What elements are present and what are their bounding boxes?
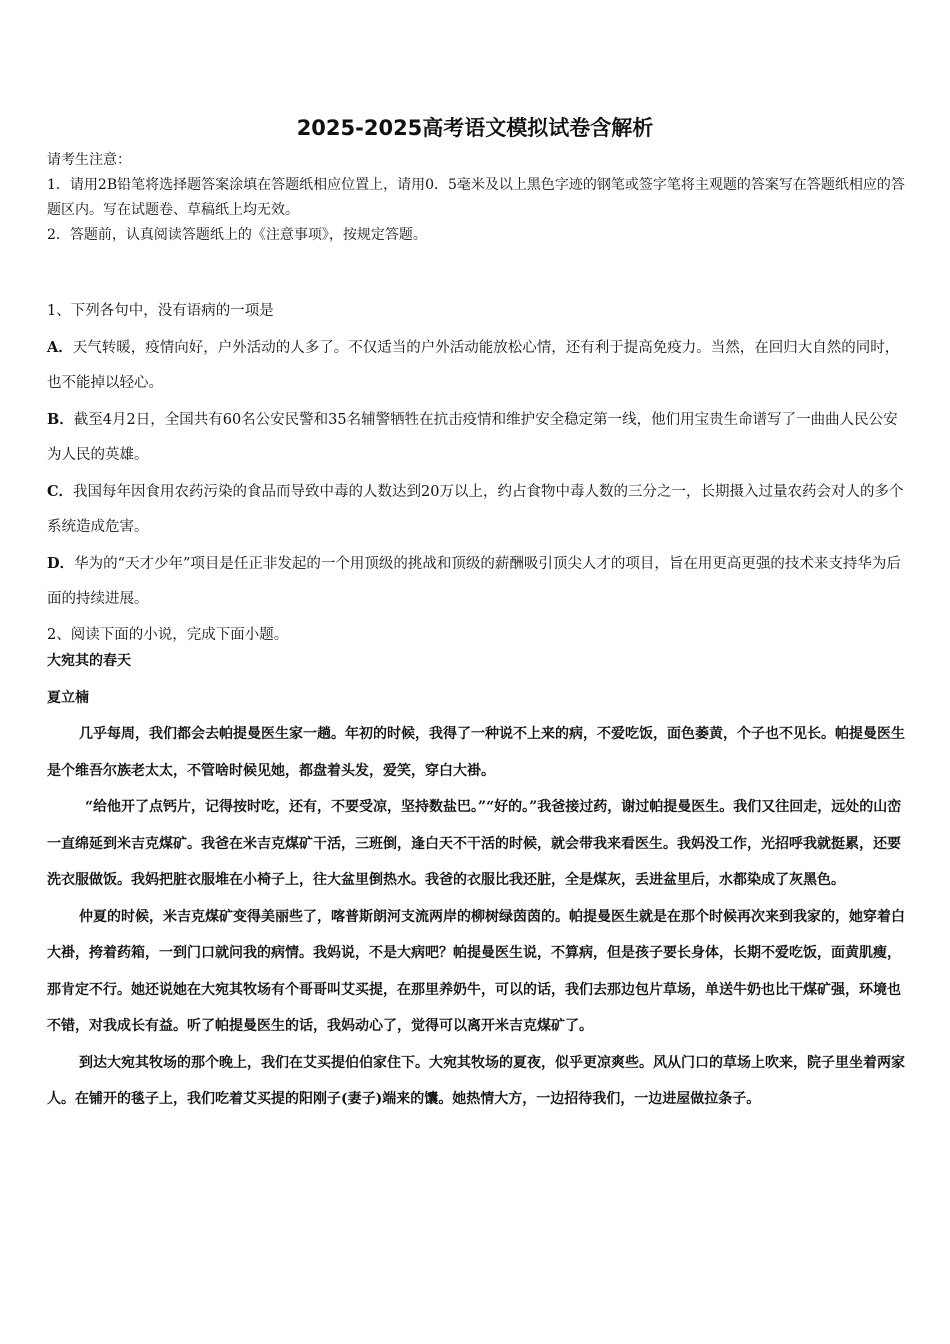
exam-notice <box>47 148 909 248</box>
story-paragraph-1: 几乎每周，我们都会去帕提曼医生家一趟。年初的时候，我得了一种说不上来的病，不爱吃饭，面色萎黄，个子也不见长。帕提曼医生是个维吾尔族老太太，不管啥时候见她，都盘着头发，爱笑，穿白大褂。 <box>47 726 905 779</box>
option-d <box>47 546 909 618</box>
option-b <box>47 402 909 474</box>
story-author: 夏立楠 <box>47 689 89 706</box>
story-paragraph-3: 仲夏的时候，米吉克煤矿变得美丽些了，喀普斯朗河支流两岸的柳树绿茵茵的。帕提曼医生就是在那个时候再次来到我家的，她穿着白大褂，挎着药箱，一到门口就问我的病情。我妈说，不是大病吧？帕提曼医生说，不算病，但是孩子要长身体，长期不爱吃饭，面黄肌瘦，那肯定不行。她还说她在大宛其牧场有个哥哥叫艾买提，在那里养奶牛，可以的话，我们去那边包片草场，单送牛奶也比干煤矿强，环境也不错，对我成长有益。听了帕提曼医生的话，我妈动心了，觉得可以离开米吉克煤矿了。 <box>47 908 905 1034</box>
notice-item-1: 1．请用2B铅笔将选择题答案涂填在答题纸相应位置上，请用0．5毫米及以上黑色字迹的钢笔或签字笔将主观题的答案写在答题纸相应的答题区内。写在试题卷、草稿纸上均无效。 <box>47 177 905 218</box>
option-c-letter: C． <box>47 482 74 500</box>
option-d-letter: D． <box>47 554 75 572</box>
question-1 <box>47 294 909 653</box>
story-title: 大宛其的春天 <box>47 653 131 669</box>
option-a-text: 天气转暖，疫情向好，户外活动的人多了。不仅适当的户外活动能放松心情，还有利于提高免疫力。当然，在回归大自然的同时，也不能掉以轻心。 <box>47 339 900 391</box>
notice-heading: 请考生注意： <box>47 152 131 168</box>
question-1-stem: 1、下列各句中，没有语病的一项是 <box>47 303 274 319</box>
option-c <box>47 474 909 546</box>
page-title: 2025-2025高考语文模拟试卷含解析 <box>296 116 654 140</box>
option-b-letter: B． <box>47 410 74 428</box>
option-b-text: 截至4月2日，全国共有60名公安民警和35名辅警牺牲在抗击疫情和维护安全稳定第一线，他们用宝贵生命谱写了一曲曲人民公安为人民的英雄。 <box>47 411 898 463</box>
notice-item-2: 2．答题前，认真阅读答题纸上的《注意事项》，按规定答题。 <box>47 227 427 243</box>
story-paragraph-2: “给他开了点钙片，记得按时吃，还有，不要受凉，坚持数盐巴。”“好的。”我爸接过药，谢过帕提曼医生。我们又往回走，远处的山峦一直绵延到米吉克煤矿。我爸在米吉克煤矿干活，三班倒，逢白天不干活的时候，就会带我来看医生。我妈没工作，光招呼我就挺累，还要洗衣服做饭。我妈把脏衣服堆在小椅子上，往大盆里倒热水。我爸的衣服比我还脏，全是煤灰，丢进盆里后，水都染成了灰黑色。 <box>47 799 902 888</box>
option-a-letter: A． <box>47 338 73 356</box>
option-c-text: 我国每年因食用农药污染的食品而导致中毒的人数达到20万以上，约占食物中毒人数的三分之一，长期摄入过量农药会对人的多个系统造成危害。 <box>47 483 904 535</box>
question-2-stem: 2、阅读下面的小说，完成下面小题。 <box>47 626 289 643</box>
story <box>47 643 909 1118</box>
option-d-text: 华为的“天才少年”项目是任正非发起的一个用顶级的挑战和顶级的薪酬吸引顶尖人才的项目，旨在用更高更强的技术来支持华为后面的持续进展。 <box>47 555 901 607</box>
story-paragraph-4: 到达大宛其牧场的那个晚上，我们在艾买提伯伯家住下。大宛其牧场的夏夜，似乎更凉爽些。风从门口的草场上吹来，院子里坐着两家人。在铺开的毯子上，我们吃着艾买提的阳刚子(妻子)端来的馕。她热情大方，一边招待我们，一边进屋做拉条子。 <box>47 1054 905 1107</box>
option-a <box>47 330 909 402</box>
